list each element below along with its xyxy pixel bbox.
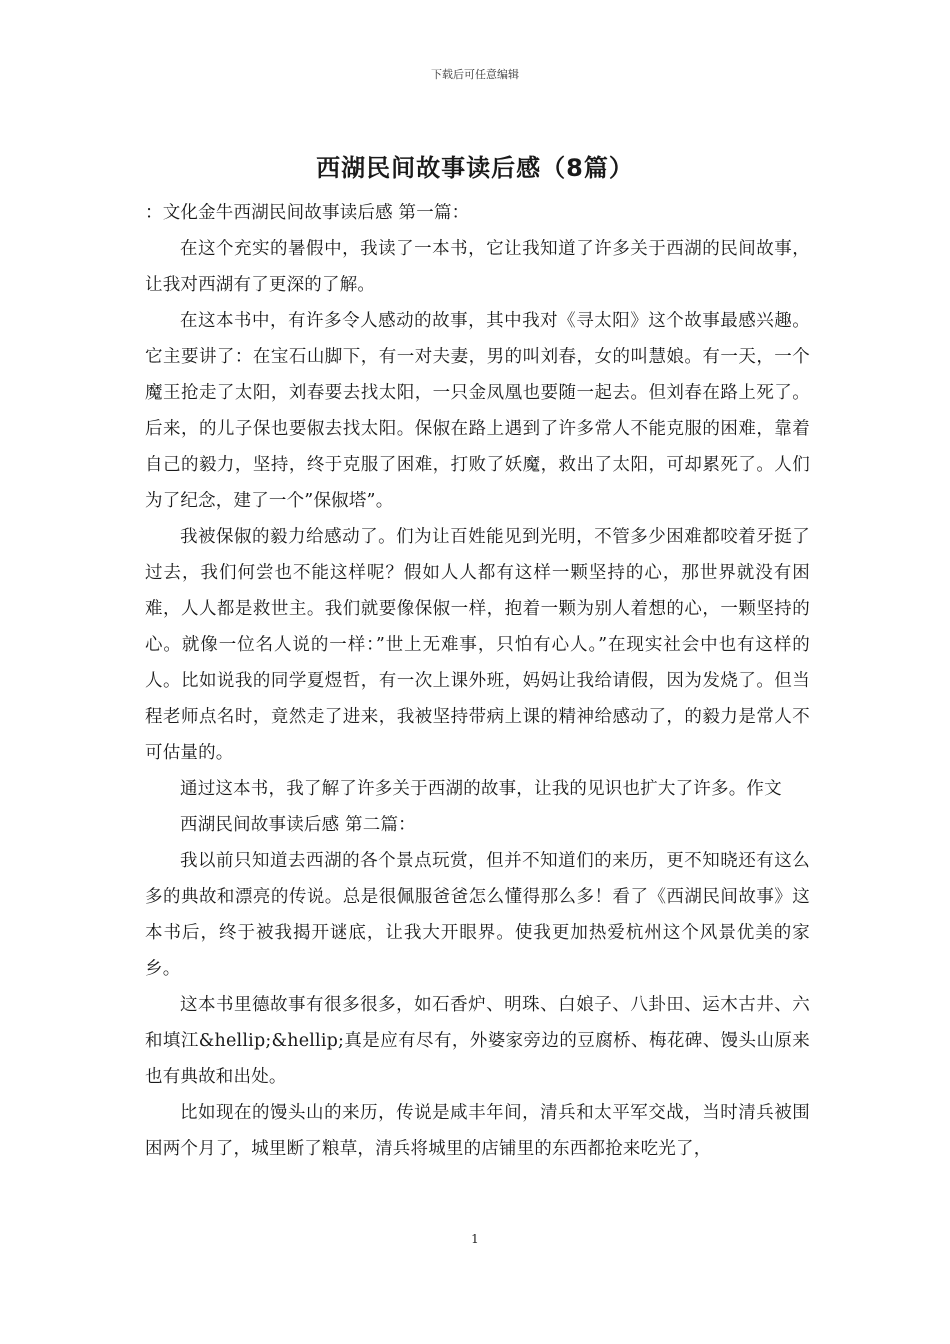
paragraph: 我被保俶的毅力给感动了。们为让百姓能见到光明，不管多少困难都咬着牙挺了过去，我们何尝也不能这样呢？假如人人都有这样一颗坚持的心，那世界就没有困难，人人都是救世主。我们就要像保俶一样，抱着一颗为别人着想的心，一颗坚持的心。就像一位名人说的一样：”世上无难事，只怕有心人。”在现实社会中也有这样的人。比如说我的同学夏煜哲，有一次上课外班，妈妈让我给请假，因为发烧了。但当程老师点名时，竟然走了进来，我被坚持带病上课的精神给感动了，的毅力是常人不可估量的。 <box>145 527 810 763</box>
page-number: 1 <box>471 1232 479 1246</box>
paragraph: 比如现在的馒头山的来历，传说是咸丰年间，清兵和太平军交战，当时清兵被围困两个月了，城里断了粮草，清兵将城里的店铺里的东西都抢来吃光了， <box>145 1103 810 1159</box>
paragraph: 在这个充实的暑假中，我读了一本书，它让我知道了许多关于西湖的民间故事，让我对西湖有了更深的了解。 <box>145 239 810 295</box>
section-heading-2: 西湖民间故事读后感 第二篇： <box>180 815 416 835</box>
section-heading-1: ：文化金牛西湖民间故事读后感 第一篇： <box>145 203 470 223</box>
header-note: 下载后可任意编辑 <box>431 68 519 81</box>
paragraph: 通过这本书，我了解了许多关于西湖的故事，让我的见识也扩大了许多。作文 <box>180 779 782 799</box>
document-title: 西湖民间故事读后感（8篇） <box>316 154 634 182</box>
document-body <box>145 195 810 1167</box>
paragraph: 这本书里德故事有很多很多，如石香炉、明珠、白娘子、八卦田、运木古井、六和填江&hellip;&hellip;真是应有尽有，外婆家旁边的豆腐桥、梅花碑、馒头山原来也有典故和出处。 <box>145 995 810 1087</box>
paragraph: 在这本书中，有许多令人感动的故事，其中我对《寻太阳》这个故事最感兴趣。它主要讲了：在宝石山脚下，有一对夫妻，男的叫刘春，女的叫慧娘。有一天，一个魔王抢走了太阳，刘春要去找太阳，一只金凤凰也要随一起去。但刘春在路上死了。后来，的儿子保也要俶去找太阳。保俶在路上遇到了许多常人不能克服的困难，靠着自己的毅力，坚持，终于克服了困难，打败了妖魔，救出了太阳，可却累死了。人们为了纪念，建了一个”保俶塔”。 <box>145 311 810 511</box>
paragraph: 我以前只知道去西湖的各个景点玩赏，但并不知道们的来历，更不知晓还有这么多的典故和漂亮的传说。总是很佩服爸爸怎么懂得那么多！看了《西湖民间故事》这本书后，终于被我揭开谜底，让我大开眼界。使我更加热爱杭州这个风景优美的家乡。 <box>145 851 810 979</box>
